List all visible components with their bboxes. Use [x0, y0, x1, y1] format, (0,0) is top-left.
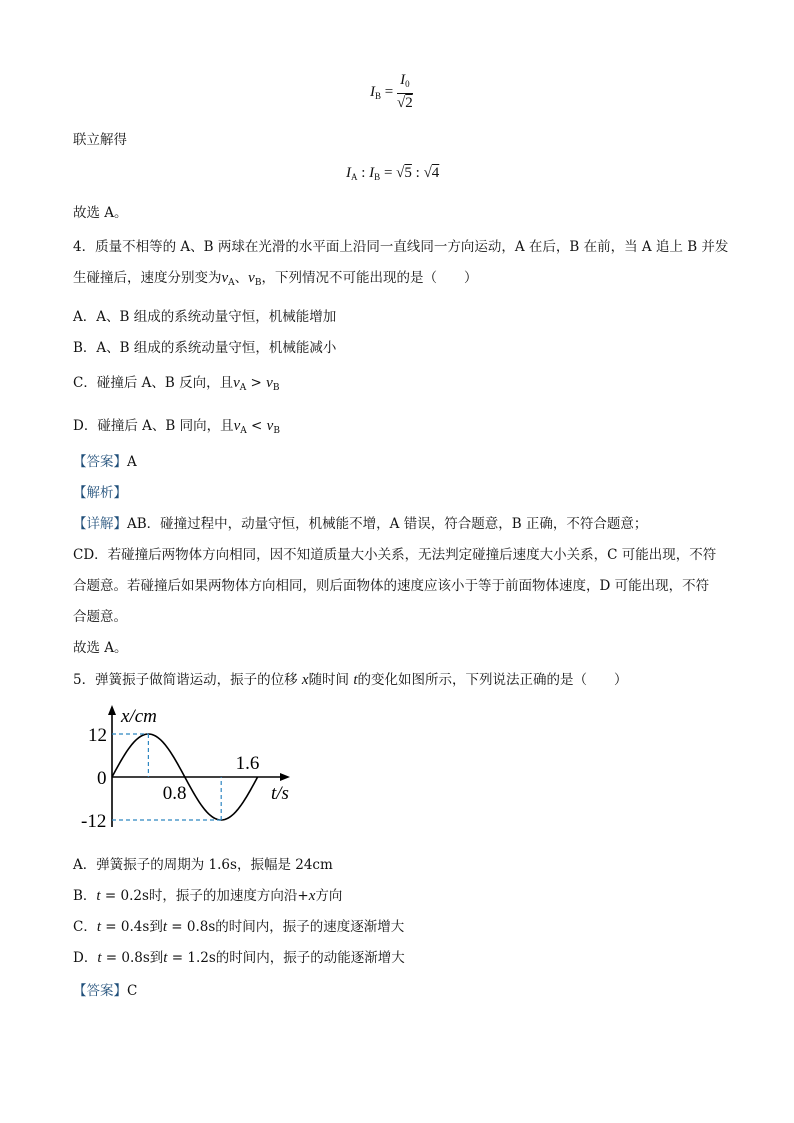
q5-option-b: B．t = 0.2s时，振子的加速度方向沿+x方向 — [73, 888, 343, 904]
q4-detail-line3: 合题意。若碰撞后如果两物体方向相同，则后面物体的速度应该小于等于前面物体速度，D 可能出现，不符 — [73, 578, 710, 594]
q4-analysis-tag: 【解析】 — [73, 485, 127, 501]
q4-option-a: A．A、B 组成的系统动量守恒，机械能增加 — [73, 309, 337, 325]
y-tick-label-2: -12 — [81, 811, 107, 832]
q5-stem: 5．弹簧振子做简谐运动，振子的位移 x随时间 t的变化如图所示，下列说法正确的是（ ） — [73, 672, 628, 688]
q5-option-d: D．t = 0.8s到t = 1.2s的时间内，振子的动能逐渐增大 — [73, 950, 405, 966]
y-tick-label-1: 0 — [97, 768, 107, 789]
q4-detail-line4: 合题意。 — [73, 609, 127, 625]
q4-option-d: D．碰撞后 A、B 同向，且$v_A < v_B$ — [73, 418, 280, 436]
q5-option-c: C．t = 0.4s到t = 0.8s的时间内，振子的速度逐渐增大 — [73, 919, 405, 935]
y-axis-label: x/cm — [121, 706, 157, 727]
x-axis-arrow — [280, 773, 290, 781]
q4-stem-line2: 生碰撞后，速度分别变为$v_A$、$v_B$，下列情况不可能出现的是（ ） — [73, 270, 478, 288]
q4-stem-line1: 4．质量不相等的 A、B 两球在光滑的水平面上沿同一直线同一方向运动，A 在后，B 在前，当 A 追上 B 并发 — [73, 239, 729, 255]
x-tick-label-1: 1.6 — [235, 753, 260, 774]
x-axis-label: t/s — [271, 783, 289, 804]
q4-option-b: B．A、B 组成的系统动量守恒，机械能减小 — [73, 340, 337, 356]
q5-option-a: A．弹簧振子的周期为 1.6s，振幅是 24cm — [73, 857, 333, 873]
q4-detail-line1: 【详解】AB．碰撞过程中，动量守恒，机械能不增，A 错误，符合题意，B 正确，不符合题意； — [73, 516, 648, 532]
y-tick-label-0: 12 — [88, 725, 107, 746]
q4-answer: 【答案】A — [73, 454, 137, 470]
q5-answer: 【答案】C — [73, 983, 138, 999]
text-guxuan-1: 故选 A。 — [73, 205, 128, 221]
y-axis-arrow — [108, 705, 116, 715]
q4-option-c: C．碰撞后 A、B 反向，且$v_A > v_B$ — [73, 375, 280, 393]
equation-ratio: $I_A$ : $I_B = √5$ : √4 — [346, 165, 440, 182]
fraction: $\frac{I_0}{√2}$ — [396, 72, 413, 111]
q4-final: 故选 A。 — [73, 640, 128, 656]
displacement-time-graph — [78, 702, 308, 842]
x-tick-label-0: 0.8 — [162, 783, 187, 804]
text-lianli: 联立解得 — [73, 132, 127, 148]
equation-ib: $I_B$ = $\frac{I_0}{√2}$ — [370, 72, 413, 111]
q4-detail-line2: CD．若碰撞后两物体方向相同，因不知道质量大小关系，无法判定碰撞后速度大小关系，C 可能出现，不符 — [73, 547, 717, 563]
